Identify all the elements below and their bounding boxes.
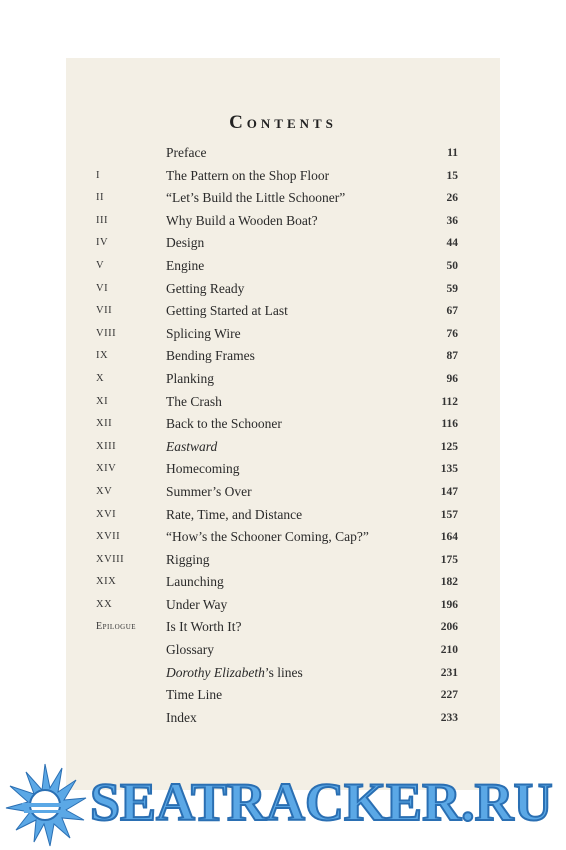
chapter-title: Bending Frames (166, 348, 255, 364)
page-number: 96 (446, 372, 458, 385)
chapter-title: Is It Worth It? (166, 619, 242, 635)
chapter-number: XIX (96, 576, 117, 588)
toc-row (66, 278, 500, 301)
chapter-title: Dorothy Elizabeth’s lines (166, 664, 303, 680)
table-of-contents (66, 142, 500, 729)
page-number: 135 (440, 463, 458, 476)
chapter-number: IX (96, 350, 109, 362)
toc-row (66, 481, 500, 504)
chapter-title: “Let’s Build the Little Schooner” (166, 190, 346, 206)
chapter-number: VI (96, 282, 109, 294)
page-number: 210 (440, 644, 458, 657)
chapter-title: Why Build a Wooden Boat? (166, 212, 318, 228)
toc-row (66, 210, 500, 233)
chapter-title: Eastward (166, 438, 218, 454)
chapter-title: Preface (166, 145, 207, 160)
toc-row (66, 662, 500, 685)
toc-row (66, 142, 500, 165)
chapter-title: Homecoming (166, 461, 240, 477)
chapter-title: Rigging (166, 551, 210, 567)
page-number: 227 (440, 689, 458, 702)
page-number: 206 (440, 621, 458, 634)
toc-row (66, 345, 500, 368)
page-number: 67 (446, 305, 458, 318)
page-number: 233 (440, 711, 458, 724)
toc-row (66, 458, 500, 481)
page-number: 231 (440, 666, 458, 679)
toc-row (66, 616, 500, 639)
chapter-number: II (96, 192, 104, 204)
toc-row (66, 707, 500, 730)
chapter-number: XV (96, 485, 113, 497)
chapter-title: Glossary (166, 642, 214, 658)
page-number: 11 (447, 147, 458, 159)
chapter-title: Planking (166, 370, 215, 386)
toc-row (66, 232, 500, 255)
toc-row (66, 504, 500, 527)
chapter-title: Getting Ready (166, 280, 245, 296)
chapter-number: X (96, 372, 105, 384)
watermark (0, 758, 566, 850)
chapter-title: Launching (166, 574, 224, 590)
toc-row (66, 323, 500, 346)
chapter-title: Time Line (166, 687, 223, 703)
chapter-title: Rate, Time, and Distance (166, 506, 303, 522)
page-number: 164 (440, 531, 458, 544)
chapter-title: Under Way (166, 596, 228, 612)
chapter-title: The Crash (166, 393, 222, 409)
toc-row (66, 413, 500, 436)
chapter-number: Epilogue (96, 621, 137, 633)
page-number: 175 (440, 553, 458, 566)
page-number: 125 (440, 440, 458, 453)
toc-row (66, 684, 500, 707)
page-number: 15 (446, 169, 458, 182)
page-title: Contents (229, 112, 337, 133)
chapter-number: VIII (96, 327, 117, 339)
chapter-title: Back to the Schooner (166, 416, 282, 432)
chapter-number: XVIII (96, 553, 125, 565)
book-page (66, 58, 500, 790)
toc-row (66, 571, 500, 594)
watermark-text: SEATRACKER.RU (90, 772, 553, 832)
page-number: 112 (441, 395, 458, 408)
chapter-number: VII (96, 305, 113, 317)
chapter-title: Summer’s Over (166, 483, 252, 499)
toc-row (66, 255, 500, 278)
page-number: 157 (440, 508, 458, 521)
toc-row (66, 165, 500, 188)
chapter-number: IV (96, 237, 109, 249)
page-number: 50 (446, 259, 458, 272)
toc-row (66, 594, 500, 617)
chapter-number: XVI (96, 508, 117, 520)
page-number: 76 (446, 327, 458, 340)
chapter-number: XX (96, 598, 113, 610)
sun-burst-icon (0, 758, 90, 850)
chapter-title: Getting Started at Last (166, 303, 288, 319)
chapter-number: XI (96, 395, 109, 407)
page-number: 59 (446, 282, 458, 295)
chapter-title: Splicing Wire (166, 325, 241, 341)
toc-row (66, 549, 500, 572)
toc-row (66, 436, 500, 459)
chapter-number: XII (96, 418, 113, 430)
chapter-title: Index (166, 709, 197, 725)
chapter-title: The Pattern on the Shop Floor (166, 167, 330, 183)
chapter-number: III (96, 214, 108, 226)
page-number: 196 (440, 598, 458, 611)
chapter-title: Design (166, 235, 205, 251)
page-number: 44 (446, 237, 458, 250)
page-number: 87 (446, 350, 458, 363)
page-number: 116 (441, 418, 458, 431)
page-number: 147 (440, 485, 458, 498)
page-number: 26 (446, 192, 458, 205)
chapter-number: V (96, 259, 105, 271)
toc-row (66, 391, 500, 414)
chapter-number: XIII (96, 440, 117, 452)
toc-row (66, 526, 500, 549)
toc-row (66, 639, 500, 662)
toc-row (66, 187, 500, 210)
chapter-number: I (96, 169, 100, 181)
chapter-title: “How’s the Schooner Coming, Cap?” (166, 529, 369, 545)
page-number: 182 (440, 576, 458, 589)
page-number: 36 (446, 214, 458, 227)
toc-row (66, 300, 500, 323)
toc-row (66, 368, 500, 391)
chapter-title: Engine (166, 257, 205, 273)
chapter-number: XVII (96, 531, 121, 543)
chapter-number: XIV (96, 463, 117, 475)
